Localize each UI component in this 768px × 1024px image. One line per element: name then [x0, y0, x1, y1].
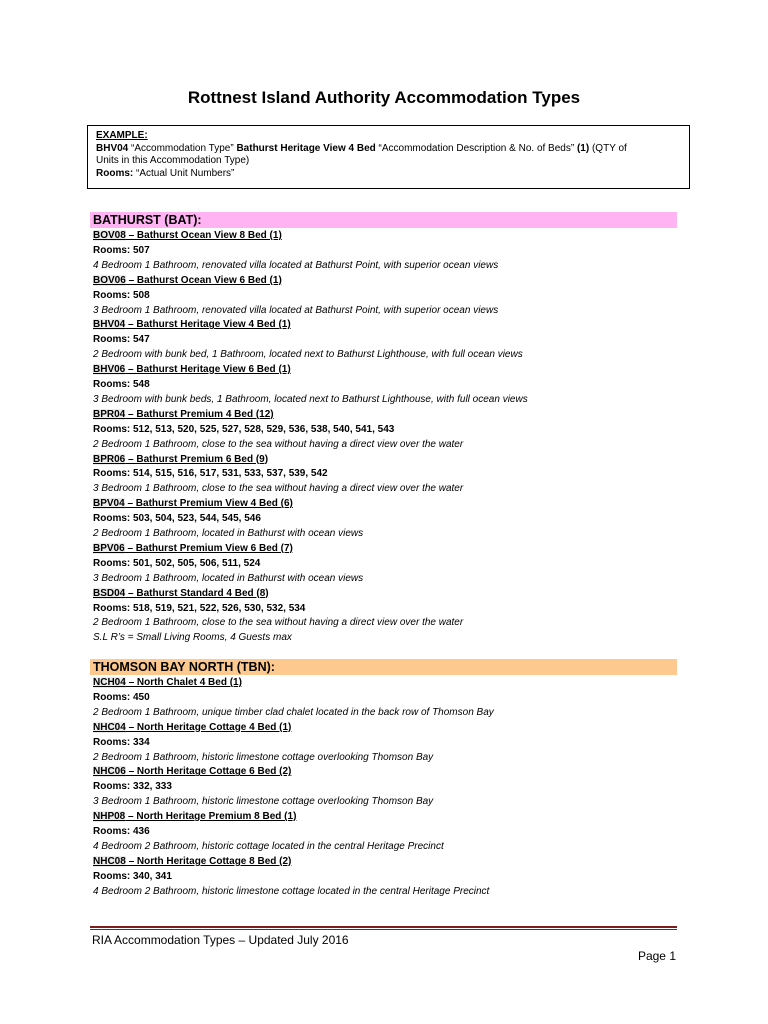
unit-code: BOV06	[93, 274, 126, 286]
unit-description: 2 Bedroom 1 Bathroom, historic limestone cottage overlooking Thomson Bay	[93, 751, 434, 763]
unit-code: BPV04	[93, 498, 125, 510]
unit-code: BOV08	[93, 230, 126, 241]
room-numbers: Rooms: 450	[93, 691, 150, 703]
unit-name: – North Heritage Cottage 8 Bed (2)	[125, 855, 292, 867]
section-heading: BATHURST (BAT):	[90, 212, 677, 228]
unit-type-heading	[93, 364, 291, 376]
unit-code: NHC06	[93, 766, 126, 778]
unit-code: BSD04	[93, 587, 126, 599]
page-number: Page 1	[637, 949, 676, 963]
unit-type-heading	[93, 543, 293, 555]
unit-type-heading	[93, 811, 296, 823]
unit-type-heading	[93, 766, 291, 778]
unit-type-heading	[93, 722, 291, 734]
unit-name: – North Heritage Premium 8 Bed (1)	[125, 811, 297, 823]
example-line-3: Rooms: “Actual Unit Numbers”	[96, 167, 235, 179]
room-numbers: Rooms: 507	[93, 244, 150, 256]
example-line-1: BHV04 “Accommodation Type” Bathurst Heritage View 4 Bed “Accommodation Description & No. of Beds” (1) (QTY of	[96, 142, 627, 154]
unit-name: – Bathurst Ocean View 6 Bed (1)	[125, 274, 282, 286]
document-title: Rottnest Island Authority Accommodation Types	[187, 88, 581, 107]
unit-description: 2 Bedroom 1 Bathroom, located in Bathurst with ocean views	[93, 528, 364, 539]
footer-text: RIA Accommodation Types – Updated July 2016	[92, 933, 349, 947]
unit-name: – Bathurst Premium 4 Bed (12)	[125, 408, 274, 420]
room-numbers: Rooms: 548	[93, 379, 150, 390]
room-numbers: Rooms: 501, 502, 505, 506, 511, 524	[93, 557, 261, 569]
unit-code: BPR04	[93, 408, 126, 420]
unit-description: 3 Bedroom 1 Bathroom, renovated villa located at Bathurst Point, with superior ocean views	[93, 304, 499, 316]
unit-code: BHV06	[93, 364, 126, 376]
unit-description: 3 Bedroom with bunk beds, 1 Bathroom, located next to Bathurst Lighthouse, with full ocean views	[93, 393, 528, 405]
unit-name: – Bathurst Premium 6 Bed (9)	[125, 453, 269, 465]
unit-code: NHC04	[93, 721, 126, 733]
unit-type-heading	[93, 454, 268, 466]
example-heading: EXAMPLE:	[96, 130, 148, 141]
room-numbers: Rooms: 334	[93, 736, 150, 748]
unit-code: NHC08	[93, 855, 126, 867]
unit-code: BPR06	[93, 453, 126, 465]
room-numbers: Rooms: 340, 341	[93, 870, 172, 882]
room-numbers: Rooms: 514, 515, 516, 517, 531, 533, 537, 539, 542	[93, 468, 328, 480]
room-numbers: Rooms: 512, 513, 520, 525, 527, 528, 529, 536, 538, 540, 541, 543	[93, 423, 395, 435]
unit-type-heading	[93, 230, 282, 242]
unit-description: 4 Bedroom 1 Bathroom, renovated villa located at Bathurst Point, with superior ocean views	[93, 259, 499, 271]
section-heading: THOMSON BAY NORTH (TBN):	[90, 659, 677, 675]
unit-description: 2 Bedroom 1 Bathroom, close to the sea without having a direct view over the water	[93, 438, 464, 450]
unit-name: – North Heritage Cottage 6 Bed (2)	[125, 766, 292, 778]
unit-description: 2 Bedroom with bunk bed, 1 Bathroom, located next to Bathurst Lighthouse, with full ocean views	[93, 349, 523, 361]
unit-type-heading	[93, 275, 282, 287]
unit-name: – North Heritage Cottage 4 Bed (1)	[125, 721, 292, 733]
footer-rule	[90, 926, 677, 928]
unit-type-heading	[93, 319, 291, 331]
room-numbers: Rooms: 332, 333	[93, 781, 172, 793]
unit-type-heading	[93, 677, 242, 689]
unit-description: 4 Bedroom 2 Bathroom, historic limestone cottage located in the central Heritage Precinct	[93, 885, 490, 897]
room-numbers: Rooms: 436	[93, 826, 150, 837]
unit-description: 3 Bedroom 1 Bathroom, historic limestone cottage overlooking Thomson Bay	[93, 796, 434, 808]
example-box	[87, 125, 690, 189]
unit-name: – Bathurst Heritage View 4 Bed (1)	[125, 319, 291, 331]
unit-name: – Bathurst Standard 4 Bed (8)	[125, 587, 269, 599]
footer-rule-thin	[90, 929, 677, 930]
unit-description: 2 Bedroom 1 Bathroom, unique timber clad chalet located in the back row of Thomson Bay	[93, 706, 494, 718]
unit-code: BHV04	[93, 319, 126, 331]
unit-description: 2 Bedroom 1 Bathroom, close to the sea without having a direct view over the water	[93, 617, 464, 629]
unit-type-heading	[93, 409, 274, 421]
unit-name: – North Chalet 4 Bed (1)	[125, 677, 242, 688]
unit-description: 4 Bedroom 2 Bathroom, historic cottage located in the central Heritage Precinct	[93, 840, 444, 852]
example-line-2: Units in this Accommodation Type)	[96, 155, 250, 166]
room-numbers: Rooms: 508	[93, 289, 150, 301]
unit-type-heading	[93, 498, 293, 510]
unit-type-heading	[93, 856, 291, 868]
unit-description: 3 Bedroom 1 Bathroom, close to the sea without having a direct view over the water	[93, 483, 464, 495]
room-numbers: Rooms: 547	[93, 334, 150, 346]
unit-name: – Bathurst Premium View 4 Bed (6)	[124, 498, 293, 510]
room-numbers: Rooms: 503, 504, 523, 544, 545, 546	[93, 513, 261, 525]
unit-code: NCH04	[93, 677, 126, 688]
unit-type-heading	[93, 588, 269, 600]
unit-name: – Bathurst Heritage View 6 Bed (1)	[125, 364, 291, 376]
unit-name: – Bathurst Premium View 6 Bed (7)	[124, 542, 293, 554]
unit-note: S.L R’s = Small Living Rooms, 4 Guests max	[93, 632, 292, 644]
unit-code: NHP08	[93, 811, 126, 823]
unit-description: 3 Bedroom 1 Bathroom, located in Bathurst with ocean views	[93, 572, 364, 584]
room-numbers: Rooms: 518, 519, 521, 522, 526, 530, 532, 534	[93, 602, 306, 614]
unit-code: BPV06	[93, 542, 125, 554]
unit-name: – Bathurst Ocean View 8 Bed (1)	[125, 230, 282, 241]
